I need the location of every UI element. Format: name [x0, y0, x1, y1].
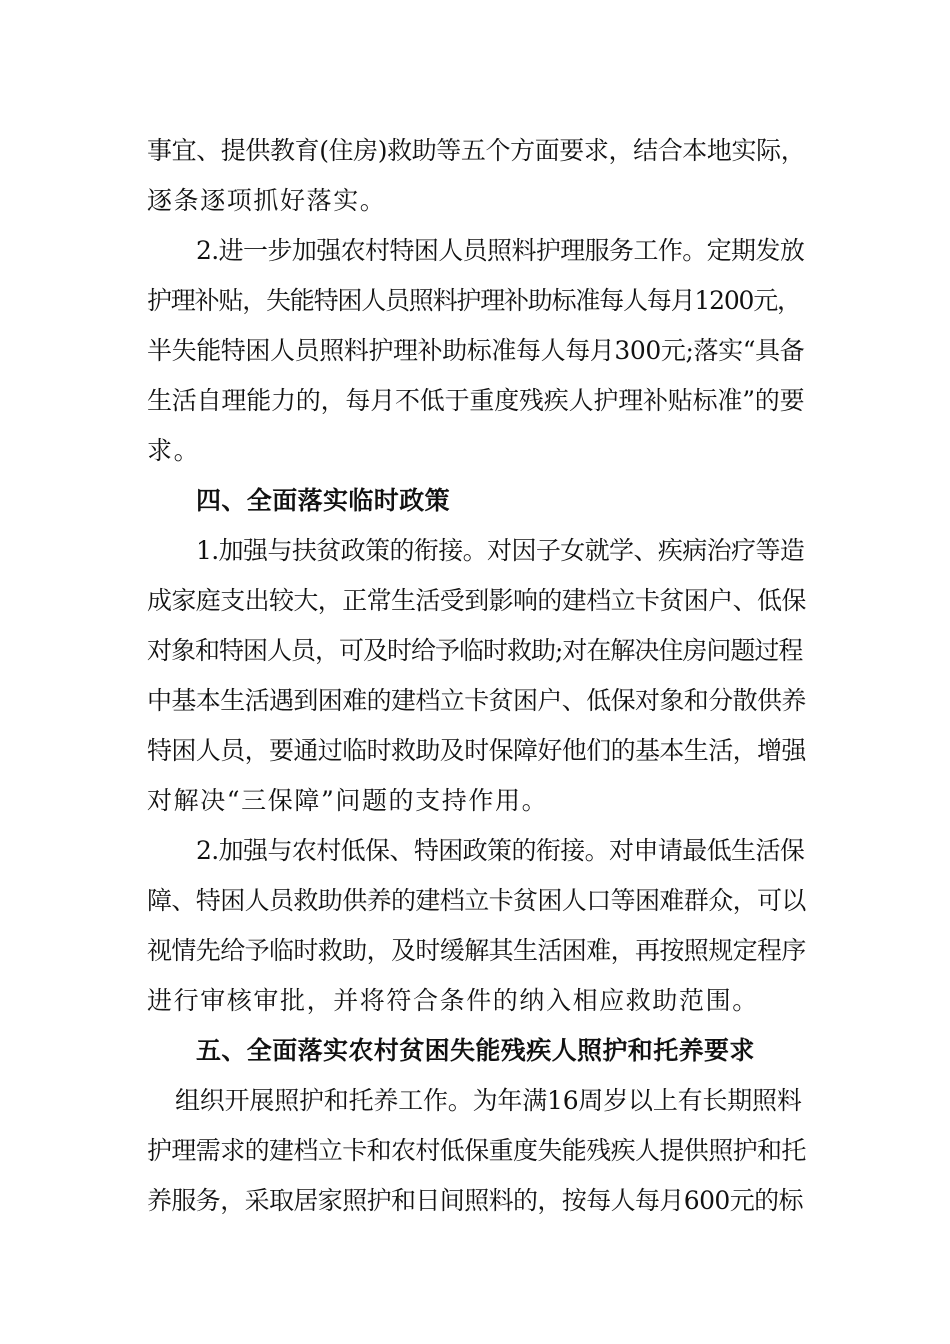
text-line: 对解决“三保障”问题的支持作用。	[147, 786, 549, 815]
text-line: 护理需求的建档立卡和农村低保重度失能残疾人提供照护和托	[147, 1136, 806, 1165]
text-line: 进行审核审批，并将符合条件的纳入相应救助范围。	[147, 986, 759, 1015]
section-heading-5: 五、全面落实农村贫困失能残疾人照护和托养要求	[196, 1036, 755, 1065]
text-line: 1.加强与扶贫政策的衔接。对因子女就学、疾病治疗等造	[196, 536, 805, 565]
text-line: 养服务，采取居家照护和日间照料的，按每人每月600元的标	[147, 1186, 803, 1215]
text-line: 中基本生活遇到困难的建档立卡贫困户、低保对象和分散供养	[147, 686, 806, 715]
section-heading-4: 四、全面落实临时政策	[196, 486, 451, 515]
text-line: 特困人员，要通过临时救助及时保障好他们的基本生活，增强	[147, 736, 806, 765]
text-line: 视情先给予临时救助，及时缓解其生活困难，再按照规定程序	[147, 936, 806, 965]
text-line: 2.进一步加强农村特困人员照料护理服务工作。定期发放	[196, 236, 805, 265]
text-line: 逐条逐项抓好落实。	[147, 186, 387, 215]
text-line: 障、特困人员救助供养的建档立卡贫困人口等困难群众，可以	[147, 886, 806, 915]
text-line: 护理补贴，失能特困人员照料护理补助标准每人每月1200元，	[147, 286, 801, 315]
text-line: 2.加强与农村低保、特困政策的衔接。对申请最低生活保	[196, 836, 805, 865]
text-line: 组织开展照护和托养工作。为年满16周岁以上有长期照料	[175, 1086, 802, 1115]
text-line: 半失能特困人员照料护理补助标准每人每月300元;落实“具备	[147, 336, 805, 365]
text-line: 成家庭支出较大，正常生活受到影响的建档立卡贫困户、低保	[147, 586, 806, 615]
text-line: 生活自理能力的，每月不低于重度残疾人护理补贴标准”的要	[147, 386, 805, 415]
text-line: 事宜、提供教育(住房)救助等五个方面要求，结合本地实际，	[147, 136, 806, 165]
text-line: 求。	[147, 436, 201, 465]
text-line: 对象和特困人员，可及时给予临时救助;对在解决住房问题过程	[147, 636, 803, 665]
